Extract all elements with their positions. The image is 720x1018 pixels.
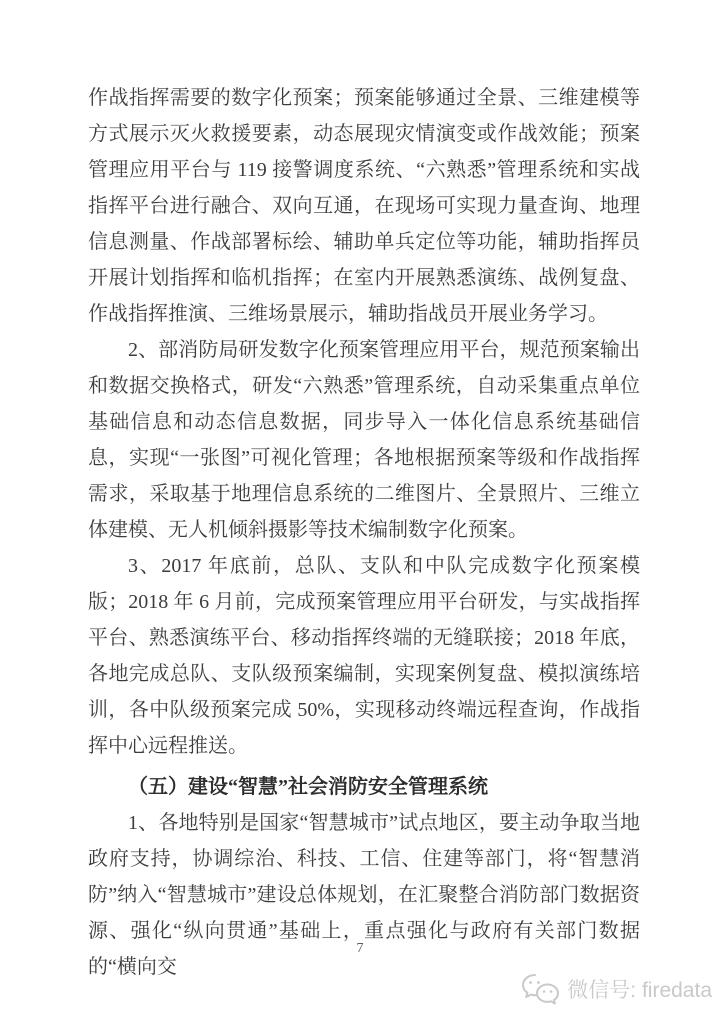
section-heading: （五）建设“智慧”社会消防安全管理系统 xyxy=(128,776,488,798)
wechat-watermark xyxy=(520,972,712,1006)
paragraph-item-1: 1、各地特别是国家“智慧城市”试点地区，要主动争取当地政府支持，协调综治、科技、工信、住建等部门，将“智慧消防”纳入“智慧城市”建设总体规划，在汇聚整合消防部门数据资源、强化“纵向贯通”基础上，重点强化与政府有关部门数据的“横向交 xyxy=(88,812,640,978)
paragraph-continuation: 作战指挥需要的数字化预案；预案能够通过全景、三维建模等方式展示灭火救援要素，动态展现灾情演变或作战效能；预案管理应用平台与 119 接警调度系统、“六熟悉”管理系统和实战指挥平台进行融合、双向互通，在现场可实现力量查询、地理信息测量、作战部署标绘、辅助单兵定位等功能，辅助指挥员开展计划指挥和临机指挥；在室内开展熟悉演练、战例复盘、作战指挥推演、三维场景展示，辅助指战员开展业务学习。 xyxy=(88,87,640,325)
page-number: 7 xyxy=(356,941,364,956)
paragraph-item-2: 2、部消防局研发数字化预案管理应用平台，规范预案输出和数据交换格式，研发“六熟悉”管理系统，自动采集重点单位基础信息和动态信息数据，同步导入一体化信息系统基础信息，实现“一张图”可视化管理；各地根据预案等级和作战指挥需求，采取基于地理信息系统的二维图片、全景照片、三维立体建模、无人机倾斜摄影等技术编制数字化预案。 xyxy=(88,339,640,541)
wechat-label: 微信号: firedata xyxy=(567,979,712,1002)
wechat-icon xyxy=(520,972,560,1006)
paragraph-item-3: 3、2017 年底前，总队、支队和中队完成数字化预案模版；2018 年 6 月前，完成预案管理应用平台研发，与实战指挥平台、熟悉演练平台、移动指挥终端的无缝联接；2018 年底，各地完成总队、支队级预案编制，实现案例复盘、模拟演练培训，各中队级预案完成 50%，实现移动终端远程查询，作战指挥中心远程推送。 xyxy=(88,555,640,757)
document-body xyxy=(88,80,640,985)
